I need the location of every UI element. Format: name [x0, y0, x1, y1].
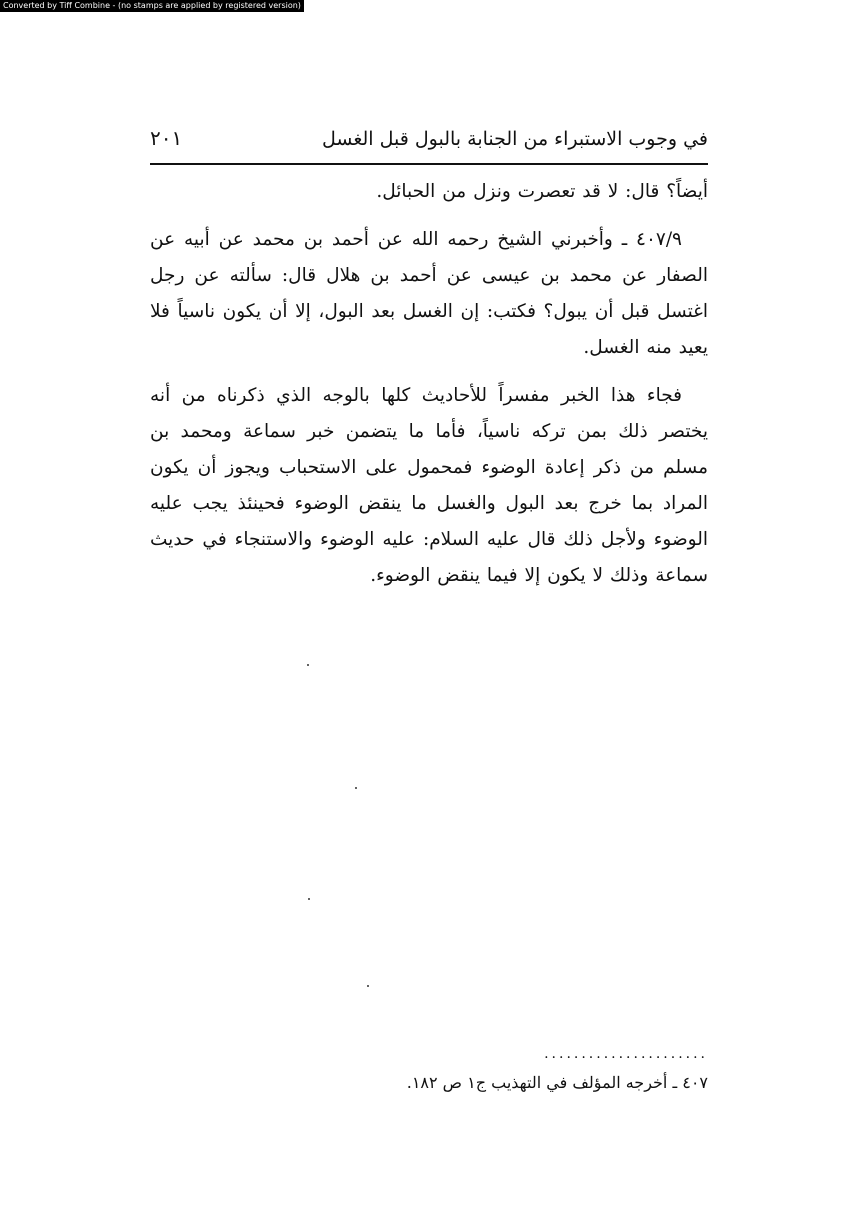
paragraph-commentary: فجاء هذا الخبر مفسراً للأحاديث كلها بالوجه الذي ذكرناه من أنه يختصر ذلك بمن تركه ناسياً، فأما ما يتضمن خبر سماعة ومحمد بن مسلم من ذكر إعادة الوضوء فمحمول على الاستحباب ويجوز أن يكون المراد بما خرج بعد البول والغسل ما ينقض الوضوء فحينئذ يجب عليه الوضوء ولأجل ذلك قال عليه السلام: عليه الوضوء والاستنجاء في حديث سماعة وذلك لا يكون إلا فيما ينقض الوضوء.	[150, 385, 708, 586]
page-number: ٢٠١	[150, 126, 183, 150]
paragraph: أيضاً؟ قال: لا قد تعصرت ونزل من الحبائل.	[376, 181, 708, 202]
running-title: في وجوب الاستبراء من الجنابة بالبول قبل الغسل	[322, 128, 708, 150]
scan-speck	[367, 985, 369, 987]
header-rule	[150, 163, 708, 165]
scan-speck	[355, 787, 357, 789]
footnote-separator: ......................	[544, 1046, 708, 1062]
paragraph-hadith-407: ٤٠٧/٩ ـ وأخبرني الشيخ رحمه الله عن أحمد بن محمد عن أبيه عن الصفار عن محمد بن عيسى عن أحمد بن هلال قال: سألته عن رجل اغتسل قبل أن يبول؟ فكتب: إن الغسل بعد البول، إلا أن يكون ناسياً فلا يعيد منه الغسل.	[150, 229, 708, 358]
scan-speck	[308, 898, 310, 900]
converter-banner: Converted by Tiff Combine - (no stamps are applied by registered version)	[0, 0, 304, 12]
body-text	[150, 174, 708, 606]
scan-speck	[307, 664, 309, 666]
page-header	[150, 122, 708, 158]
footnote: ٤٠٧ ـ أخرجه المؤلف في التهذيب ج١ ص ١٨٢.	[406, 1073, 708, 1092]
